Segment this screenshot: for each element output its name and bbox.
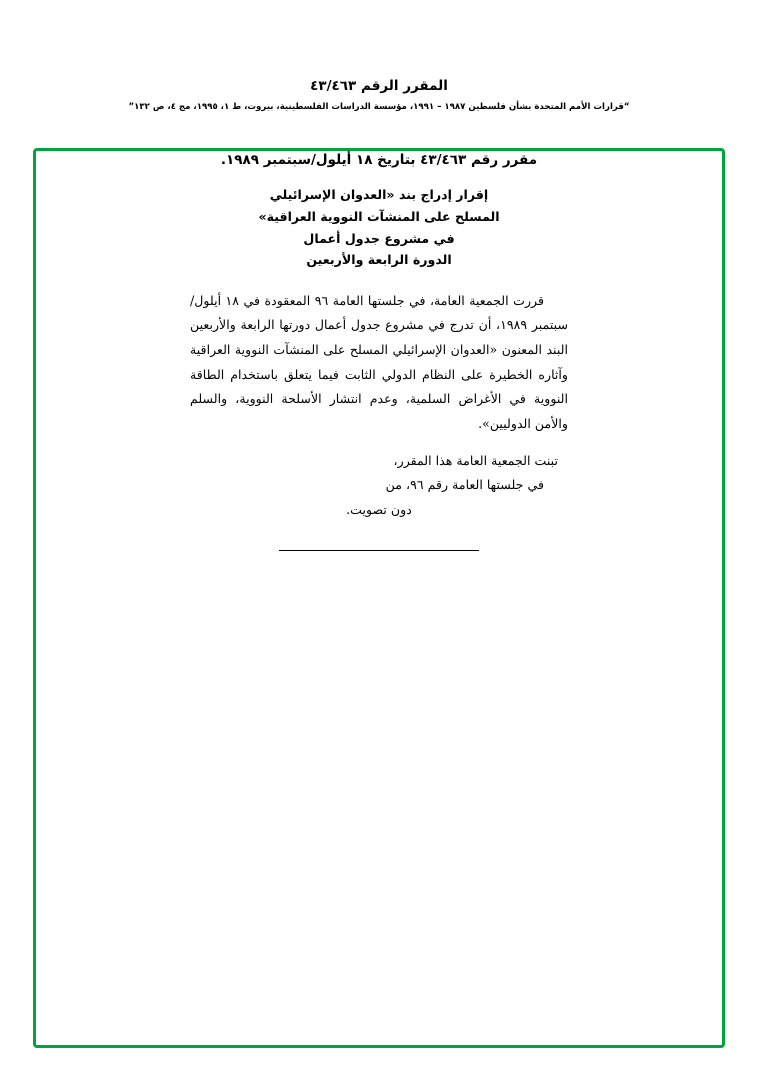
heading-line-3: في مشروع جدول أعمال: [303, 230, 455, 246]
adoption-line-2: في جلستها العامة رقم ٩٦، من: [385, 477, 544, 493]
heading-line-4: الدورة الرابعة والأربعين: [306, 252, 452, 268]
source-citation: “قرارات الأمم المتحدة بشأن فلسطين ١٩٨٧ – ١٩٩١، مؤسسة الدراسات الفلسطينية، بيروت، ط ١، ١٩٩٥، مج ٤، ص ١٣٢”: [128, 101, 630, 112]
resolution-reference: مقرر رقم ٤٣/٤٦٣ بتاريخ ١٨ أيلول/سبتمبر ١٩٨٩.: [220, 152, 538, 168]
document-header: [0, 78, 758, 113]
heading-line-1: إقرار إدراج بند «العدوان الإسرائيلي: [269, 187, 489, 203]
heading-line-2: المسلح على المنشآت النووية العراقية»: [258, 208, 500, 224]
adoption-line-3: دون تصويت.: [346, 501, 412, 517]
document-body: [0, 150, 758, 551]
resolution-paragraph: قررت الجمعية العامة، في جلستها العامة ٩٦ المعقودة في ١٨ أيلول/سبتمبر ١٩٨٩، أن تدرج في مشروع جدول أعمال دورتها الرابعة والأربعين البند المعنون «العدوان الإسرائيلي المسلح على المنشآت النووية العراقية وآثاره الخطيرة على النظام الدولي الثابت فيما يتعلق باستخدام الطاقة النووية في الأغراض السلمية، وعدم انتشار الأسلحة النووية، والسلم والأمن الدوليين».: [190, 292, 569, 431]
horizontal-rule: [279, 550, 479, 551]
adoption-note: [190, 449, 568, 523]
resolution-heading: [190, 184, 568, 271]
page-title: المقرر الرقم ٤٣/٤٦٣: [310, 78, 448, 94]
adoption-line-1: تبنت الجمعية العامة هذا المقرر،: [393, 452, 558, 468]
